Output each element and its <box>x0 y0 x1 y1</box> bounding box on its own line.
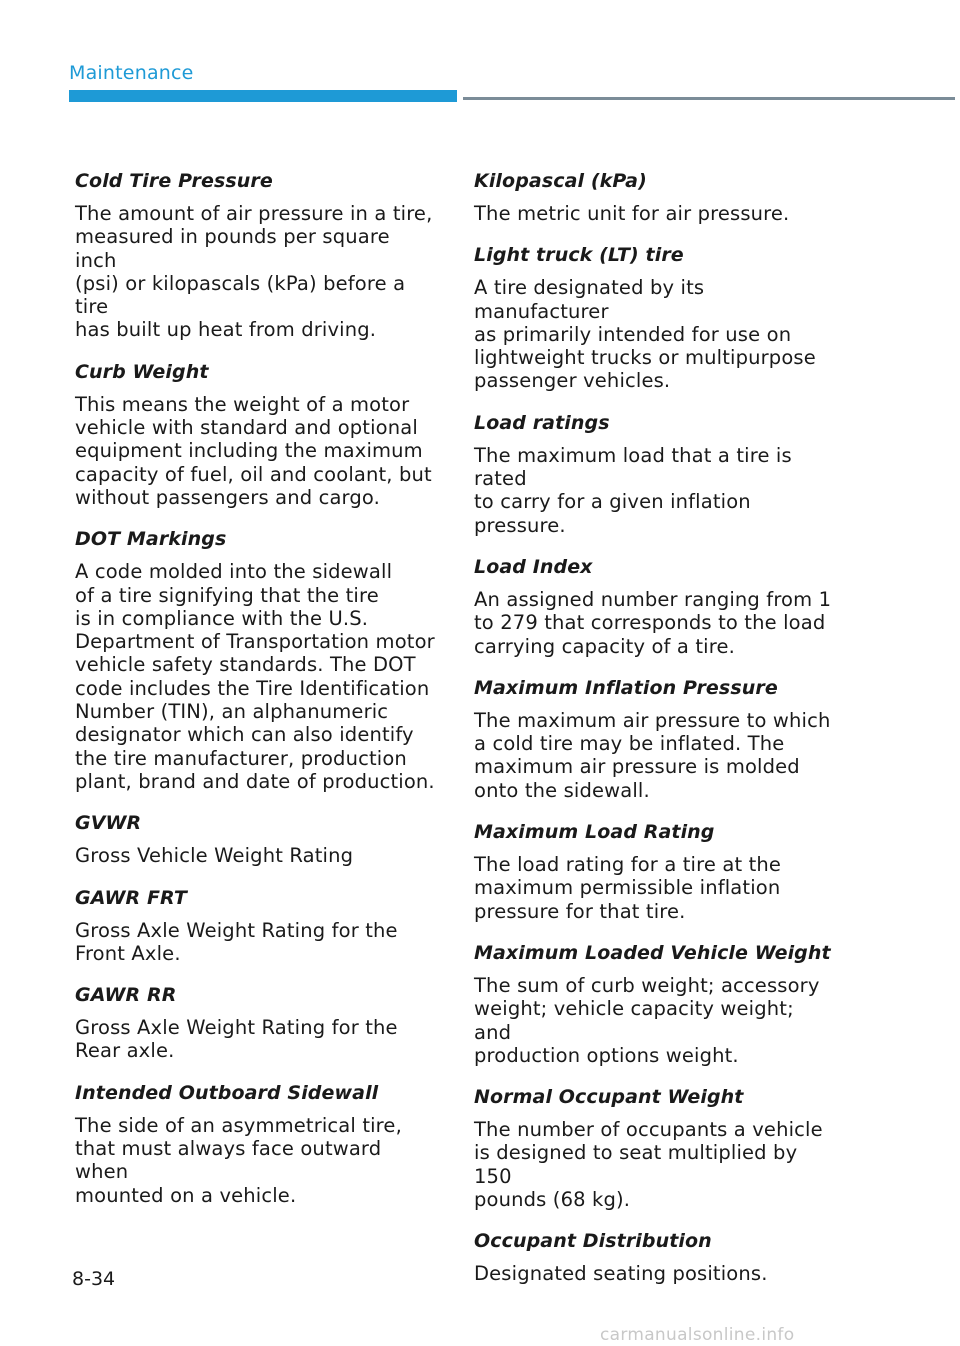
glossary-term: Kilopascal (kPa) <box>474 170 647 192</box>
glossary-term: Occupant Distribution <box>474 1230 712 1253</box>
watermark: carmanualsonline.info <box>600 1325 795 1345</box>
glossary-term: DOT Markings <box>75 528 227 551</box>
glossary-definition: The side of an asymmetrical tire, that must always face outward when mounted on a vehicle. <box>75 1113 402 1207</box>
glossary-definition: A tire designated by its manufacturer as primarily intended for use on lightweight trucks or multipurpose passenger vehicles. <box>474 276 816 393</box>
glossary-term: Maximum Load Rating <box>474 821 715 844</box>
right-column <box>474 170 836 1305</box>
glossary-entry <box>75 887 437 966</box>
glossary-definition: The maximum air pressure to which a cold tire may be inflated. The maximum air pressure is molded onto the sidewall. <box>474 708 831 802</box>
glossary-entry <box>474 244 836 392</box>
glossary-definition: Gross Axle Weight Rating for the Front Axle. <box>75 918 398 965</box>
glossary-entry <box>75 528 437 793</box>
glossary-term: Maximum Loaded Vehicle Weight <box>474 941 831 964</box>
glossary-definition: An assigned number ranging from 1 to 279 that corresponds to the load carrying capacity of a tire. <box>474 587 832 658</box>
glossary-entry <box>474 1230 836 1285</box>
glossary-term: Intended Outboard Sidewall <box>75 1081 379 1104</box>
left-column <box>75 170 437 1226</box>
glossary-entry <box>474 942 836 1067</box>
glossary-definition: Gross Vehicle Weight Rating <box>75 844 354 868</box>
glossary-term: Curb Weight <box>75 360 209 383</box>
glossary-definition: The number of occupants a vehicle is designed to seat multiplied by 150 pounds (68 kg). <box>474 1118 823 1212</box>
glossary-entry <box>75 170 437 342</box>
glossary-definition: The load rating for a tire at the maximum permissible inflation pressure for that tire. <box>474 853 782 923</box>
glossary-definition: The maximum load that a tire is rated to carry for a given inflation pressure. <box>474 443 792 537</box>
glossary-term: GVWR <box>75 812 142 835</box>
section-title: Maintenance <box>69 62 194 84</box>
glossary-entry <box>474 412 836 537</box>
glossary-term: GAWR RR <box>75 984 177 1007</box>
glossary-definition: This means the weight of a motor vehicle with standard and optional equipment including the maximum capacity of fuel, oil and coolant, but without passengers and cargo. <box>75 392 432 509</box>
header-accent-bar <box>69 90 457 102</box>
glossary-definition: The sum of curb weight; accessory weight; vehicle capacity weight; and production options weight. <box>474 973 820 1067</box>
glossary-term: Load ratings <box>474 411 610 434</box>
glossary-term: GAWR FRT <box>75 886 187 909</box>
glossary-term: Maximum Inflation Pressure <box>474 676 778 699</box>
glossary-term: Light truck (LT) tire <box>474 244 684 267</box>
glossary-entry <box>75 984 437 1063</box>
glossary-entry <box>474 677 836 802</box>
glossary-definition: Designated seating positions. <box>474 1262 768 1286</box>
glossary-entry <box>474 1086 836 1211</box>
glossary-entry <box>75 812 437 867</box>
header-rule <box>463 97 955 100</box>
glossary-definition: A code molded into the sidewall of a tire signifying that the tire is in compliance with the U.S. Department of Transportation motor vehicle safety standards. The DOT code includes the Tire Identification Number (TIN), an alphanumeric designator which can also identify the tire manufacturer, production plant, brand and date of production. <box>75 560 435 793</box>
glossary-term: Cold Tire Pressure <box>75 170 273 192</box>
glossary-definition: The amount of air pressure in a tire, measured in pounds per square inch (psi) or kilopascals (kPa) before a tire has built up heat from driving. <box>75 202 433 342</box>
glossary-term: Normal Occupant Weight <box>474 1086 744 1109</box>
glossary-entry <box>474 556 836 658</box>
glossary-term: Load Index <box>474 555 593 578</box>
glossary-definition: The metric unit for air pressure. <box>474 202 790 225</box>
glossary-entry <box>75 1082 437 1207</box>
page-number: 8-34 <box>72 1268 116 1290</box>
glossary-entry <box>75 361 437 509</box>
glossary-entry <box>474 821 836 923</box>
glossary-entry <box>474 170 836 225</box>
glossary-definition: Gross Axle Weight Rating for the Rear axle. <box>75 1016 398 1063</box>
